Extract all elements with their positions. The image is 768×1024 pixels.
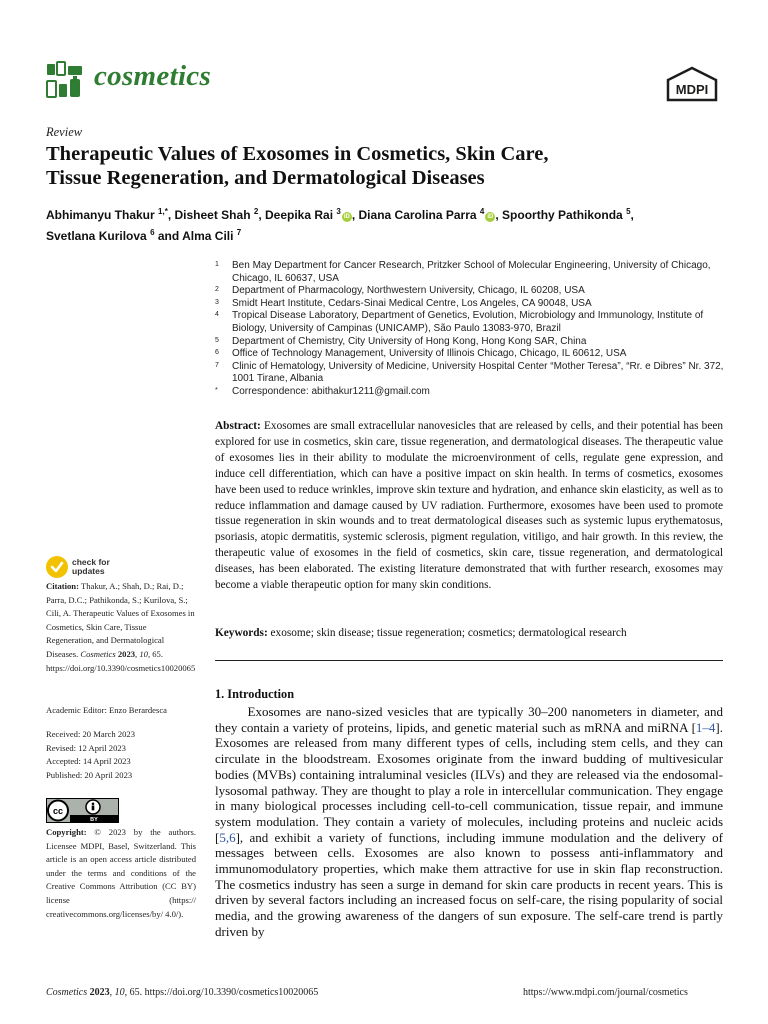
cc-by-license-badge[interactable]: [46, 798, 119, 823]
keywords-label: Keywords:: [215, 627, 268, 639]
journal-logo-icon: [46, 60, 88, 102]
footer-citation: Cosmetics 2023, 10, 65. https://doi.org/10.3390/cosmetics10020065: [46, 987, 319, 998]
affiliation-text: Office of Technology Management, University of Illinois Chicago, Chicago, IL 60612, USA: [232, 348, 627, 360]
title-line-2: Tissue Regeneration, and Dermatological Diseases: [46, 167, 485, 189]
author-name[interactable]: Deepika Rai: [265, 208, 334, 222]
affiliation-item: [215, 310, 730, 335]
citation-journal: Cosmetics: [80, 648, 116, 659]
mdpi-logo-text: MDPI: [675, 82, 709, 97]
affiliation-number: 2: [215, 286, 219, 294]
keywords: [215, 626, 723, 641]
citation-link[interactable]: 5,6: [219, 829, 236, 845]
citation-volume: 10: [139, 648, 148, 659]
abstract-label: Abstract:: [215, 420, 261, 432]
author-name[interactable]: Disheet Shah: [174, 208, 251, 222]
affiliation-text: Clinic of Hematology, University of Medicine, University Hospital Center “Mother Teresa”, “Rr. e Dibres” Nr. 372, 1001 Tirane, Albania: [232, 360, 724, 385]
affiliation-text: Tropical Disease Laboratory, Department of Genetics, Evolution, Microbiology and Immunology, Institute of Biology, University of Campinas (UNICAMP), São Paulo 13083-970, Brazil: [232, 310, 704, 334]
section-divider: [215, 660, 723, 661]
citation-label: Citation:: [46, 581, 79, 591]
svg-text:cc: cc: [52, 806, 64, 816]
affiliation-number: 3: [215, 298, 219, 306]
section-heading: 1. Introduction: [215, 687, 295, 701]
author-name[interactable]: Diana Carolina Parra: [358, 208, 477, 222]
affiliation-item: [215, 361, 730, 386]
date-revised: Revised: 12 April 2023: [46, 742, 126, 753]
author-sup: 4: [479, 207, 485, 216]
check-line-2: updates: [72, 566, 105, 576]
affiliation-text: Ben May Department for Cancer Research, Pritzker School of Molecular Engineering, University of Chicago, Chicago, IL 60637, USA: [232, 260, 711, 284]
copyright-text: © 2023 by the authors. Licensee MDPI, Basel, Switzerland. This article is an open access article distributed under the terms and conditions of the Creative Commons Attribution (CC BY) license (https:// creativecommons.org/licenses/by/ 4.0/).: [46, 827, 196, 919]
author-name[interactable]: Alma Cili: [182, 229, 234, 243]
intro-text: ]. Exosomes are released from many different types of cells, including stem cells, and they can circulate in the bloodstream. Exosomes originate from the inward budding of multivesicular bodies (MVBs) containing intraluminal vesicles (ILVs) and they are released via the endosomal-lysosomal pathway. They are thought to play a role in intercellular communication. They engage in many biological processes including cell-to-cell communication, tissue repair, and immune system modulation. They contain a variety of molecules, including proteins and nucleic acids [: [215, 719, 723, 845]
orcid-icon[interactable]: iD: [343, 214, 350, 220]
affiliation-number: *: [215, 386, 218, 394]
academic-editor: Academic Editor: Enzo Berardesca: [46, 705, 167, 715]
author-sup: 3: [336, 207, 341, 216]
affiliation-item: [215, 285, 730, 298]
title-line-1: Therapeutic Values of Exosomes in Cosmetics, Skin Care,: [46, 143, 549, 165]
orcid-icon[interactable]: iD: [487, 214, 494, 220]
correspondence: [215, 386, 730, 399]
affiliation-text: Department of Pharmacology, Northwestern University, Chicago, IL 60208, USA: [232, 285, 585, 297]
citation-year: 2023: [117, 648, 136, 659]
affiliation-text: Department of Chemistry, City University of Hong Kong, Hong Kong SAR, China: [232, 335, 587, 347]
date-received: Received: 20 March 2023: [46, 729, 136, 739]
author-name[interactable]: Svetlana Kurilova: [46, 229, 147, 243]
publication-dates: [46, 728, 196, 782]
article-type: Review: [46, 125, 83, 139]
footer-year: 2023: [89, 987, 110, 998]
keywords-text: exosome; skin disease; tissue regeneration; cosmetics; dermatological research: [270, 627, 627, 639]
abstract-text: Exosomes are small extracellular nanovesicles that are released by cells, and their potential has been explored for use in cosmetics, skin care, tissue regeneration, and dermatological diseases. The therapeutic value of exosomes lies in their ability to modulate the microenvironment of cells, regulate gene expression, and induce cell differentiation, which can have a positive impact on skin health. In terms of cosmetics, exosomes have been used to reduce wrinkles, improve skin texture and hydration, and enhance skin elasticity, as well as to reduce inflammation and damage caused by UV radiation. Furthermore, exosomes have been used to promote tissue regeneration in skin wounds and to treat dermatological diseases such as systemic lupus erythematosus, psoriasis, atopic dermatitis, systemic sclerosis, pigment regulation, vitiligo, and hair growth. In this review, the therapeutic value of exosomes in the field of cosmetics, skin care, tissue regeneration, and dermatological diseases, has been elaborated. The existing literature demonstrated that with further research, exosomes may become a viable therapeutic option for many skin conditions.: [215, 420, 724, 592]
author-sup: 2: [253, 207, 259, 216]
author-and: and: [157, 229, 180, 243]
citation-block: Citation: Thakur, A.; Shah, D.; Rai, D.; Parra, D.C.; Pathikonda, S.; Kurilova, S.; Cili, A. Therapeutic Values of Exosomes in Cosmetics, Skin Care, Tissue Regeneration, and Dermatological Diseases. Cosmetics 2023, 10, 65. https://doi.org/10.3390/cosmetics10020065: [46, 581, 196, 673]
journal-name: cosmetics: [94, 60, 212, 92]
affiliation-number: 6: [215, 349, 219, 357]
intro-text: Exosomes are nano-sized vesicles that are typically 30–200 nanometers in diameter, and they contain a variety of proteins, lipids, and genetic material such as mRNA and miRNA [: [215, 704, 723, 735]
intro-text: ], and exhibit a variety of functions, including immune modulation and the delivery of messages between cells. Exosomes are also known to possess anti-inflammatory and immunomodulatory properties, which make them attractive for use in skin flap reconstruction. The cosmetics industry has seen a surge in demand for skin care products in recent years. This is driven by several factors including an increased focus on self-care, the rising popularity of social media, and the growing awareness of the dangers of sun exposure. The self-care trend is partly driven by: [215, 829, 723, 939]
affiliation-item: [215, 348, 730, 361]
check-line-1: check for: [72, 557, 110, 567]
author-name[interactable]: Spoorthy Pathikonda: [502, 208, 623, 222]
citation-text: Thakur, A.; Shah, D.; Rai, D.; Parra, D.C.; Pathikonda, S.; Kurilova, S.; Cili, A. Therapeutic Values of Exosomes in Cosmetics, Skin Care, Tissue Regeneration, and Dermatological Diseases.: [46, 581, 195, 659]
paper-title: [46, 142, 726, 190]
date-accepted: Accepted: 14 April 2023: [46, 756, 131, 767]
author-sup: 6: [150, 228, 155, 237]
author-list: Abhimanyu Thakur $^{1,*}$, Disheet Shah $^2$, Deepika Rai $^3$iD , Diana Carolina Parra $^4$iD , Spoorthy Pathikonda $^5$, Svetlana Kurilova $^6$ and Alma Cili $^7$: [46, 207, 634, 243]
affiliation-item: [215, 336, 730, 349]
copyright-label: Copyright:: [46, 827, 87, 837]
affiliation-item: [215, 298, 730, 311]
author-sup: 7: [236, 228, 242, 237]
author-sup: 5: [626, 207, 631, 216]
author-name[interactable]: Abhimanyu Thakur: [46, 208, 155, 222]
citation-link[interactable]: 1–4: [695, 719, 716, 735]
affiliations: [215, 260, 730, 399]
mdpi-logo[interactable]: [664, 66, 720, 104]
check-for-updates-button[interactable]: [46, 555, 121, 579]
footer-volume: 10: [114, 987, 125, 998]
correspondence-email[interactable]: Correspondence: abithakur1211@gmail.com: [232, 385, 430, 397]
check-updates-label: [72, 558, 110, 576]
footer-doi[interactable]: , 65. https://doi.org/10.3390/cosmetics10020065: [124, 987, 319, 998]
author-sup: 1,*: [158, 207, 168, 216]
citation-doi[interactable]: , 65. https://doi.org/10.3390/cosmetics10020065: [46, 648, 196, 673]
affiliation-number: 1: [215, 261, 219, 268]
cc-by-label: BY: [90, 817, 98, 823]
affiliation-item: [215, 260, 730, 285]
abstract: [215, 419, 723, 594]
affiliation-number: 4: [215, 311, 219, 319]
footer-journal-url[interactable]: https://www.mdpi.com/journal/cosmetics: [523, 987, 688, 998]
check-updates-icon: [46, 556, 68, 578]
date-published: Published: 20 April 2023: [46, 769, 133, 780]
footer-journal: Cosmetics: [46, 987, 88, 998]
affiliation-text: Smidt Heart Institute, Cedars-Sinai Medical Centre, Los Angeles, CA 90048, USA: [232, 297, 592, 309]
intro-paragraph: [215, 704, 723, 940]
affiliation-number: 5: [215, 336, 219, 344]
copyright-notice: [46, 826, 196, 921]
affiliation-number: 7: [215, 361, 219, 369]
